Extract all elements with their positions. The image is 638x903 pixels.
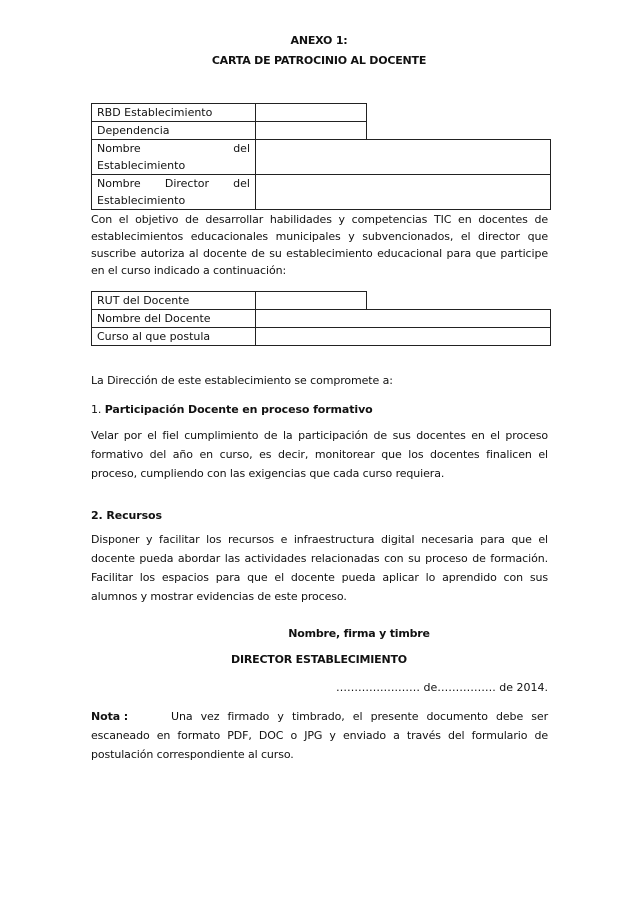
teacher-table	[91, 291, 551, 346]
note-paragraph	[91, 707, 548, 764]
dependencia-value-cell[interactable]	[256, 122, 367, 140]
intro-paragraph: Con el objetivo de desarrollar habilidades y competencias TIC en docentes de establecimientos educacionales municipales y subvencionados, el director que suscribe autoriza al docente de su establecimiento educacional para que participe en el curso indicado a continuación:	[91, 213, 548, 277]
nombre-establecimiento-label: Nombre del Establecimiento	[92, 140, 256, 175]
establishment-table	[91, 103, 551, 210]
section1-heading: 1. Participación Docente en proceso formativo	[91, 403, 373, 416]
note-body: Una vez firmado y timbrado, el presente documento debe ser escaneado en formato PDF, DOC o JPG y enviado a través del formulario de postulación correspondiente al curso.	[91, 710, 548, 761]
curso-label: Curso al que postula	[92, 328, 256, 346]
annex-label: ANEXO 1:	[290, 34, 348, 47]
section1-body: Velar por el fiel cumplimiento de la participación de sus docentes en el proceso formativo del año en curso, es decir, monitorear que los docentes finalicen el proceso, cumpliendo con las exigencias que cada curso requiera.	[91, 429, 548, 480]
rbd-label: RBD Establecimiento	[92, 104, 256, 122]
rut-label: RUT del Docente	[92, 292, 256, 310]
director-title: DIRECTOR ESTABLECIMIENTO	[231, 653, 407, 666]
director-value-cell[interactable]	[256, 175, 551, 210]
nombre-establecimiento-value-cell[interactable]	[256, 140, 551, 175]
blank-cell	[367, 292, 551, 310]
section2-heading: 2. Recursos	[91, 509, 162, 522]
rbd-value-cell[interactable]	[256, 104, 367, 122]
signature-line: Nombre, firma y timbre	[288, 627, 430, 640]
nombre-docente-value-cell[interactable]	[256, 310, 551, 328]
curso-value-cell[interactable]	[256, 328, 551, 346]
document-title: CARTA DE PATROCINIO AL DOCENTE	[211, 54, 427, 67]
date-line: ………….….…… de……………. de 2014.	[336, 681, 548, 694]
dependencia-label: Dependencia	[92, 122, 256, 140]
section2-body: Disponer y facilitar los recursos e infraestructura digital necesaria para que el docente pueda abordar las actividades relacionadas con su proceso de formación. Facilitar los espacios para que el docente pueda aplicar lo aprendido con sus alumnos y mostrar evidencias de este proceso.	[91, 533, 548, 603]
note-label: Nota :	[91, 710, 129, 723]
nombre-docente-label: Nombre del Docente	[92, 310, 256, 328]
director-label: Nombre Director del Establecimiento	[92, 175, 256, 210]
blank-cell	[367, 104, 551, 140]
commitment-text: La Dirección de este establecimiento se compromete a:	[91, 374, 393, 387]
rut-value-cell[interactable]	[256, 292, 367, 310]
